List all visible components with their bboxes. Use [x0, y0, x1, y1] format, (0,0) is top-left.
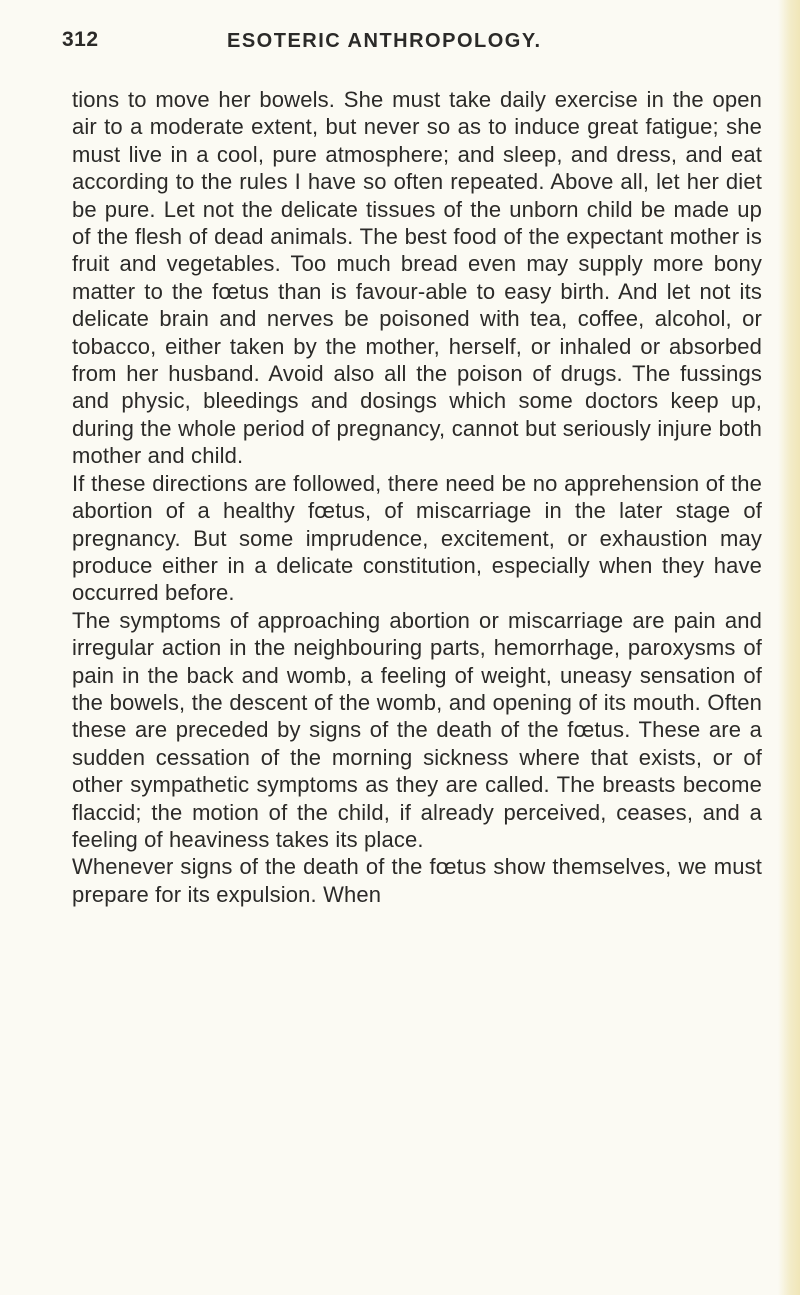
paragraph: Whenever signs of the death of the fœtus show themselves, we must prepare for its expulsion. When: [72, 854, 762, 907]
paragraph: tions to move her bowels. She must take daily exercise in the open air to a moderate extent, but never so as to induce great fatigue; she must live in a cool, pure atmosphere; and sleep, and dress, and eat according to the rules I have so often repeated. Above all, let her diet be pure. Let not the delicate tissues of the unborn child be made up of the flesh of dead animals. The best food of the expectant mother is fruit and vegetables. Too much bread even may supply more bony matter to the fœtus than is favour-able to easy birth. And let not its delicate brain and nerves be poisoned with tea, coffee, alcohol, or tobacco, either taken by the mother, herself, or inhaled or absorbed from her husband. Avoid also all the poison of drugs. The fussings and physic, bleedings and dosings which some doctors keep up, during the whole period of pregnancy, cannot but seriously injure both mother and child.: [72, 87, 762, 469]
paragraph: If these directions are followed, there need be no apprehension of the abortion of a healthy fœtus, of miscarriage in the later stage of pregnancy. But some imprudence, excitement, or exhaustion may produce either in a delicate constitution, especially when they have occurred before.: [72, 470, 762, 606]
body-text: [72, 86, 762, 908]
running-head: [62, 22, 762, 62]
page-edge-shading: [778, 0, 800, 1295]
running-title: ESOTERIC ANTHROPOLOGY.: [227, 30, 542, 52]
page-number: 312: [62, 28, 99, 51]
paragraph: The symptoms of approaching abortion or miscarriage are pain and irregular action in the neighbouring parts, hemorrhage, paroxysms of pain in the back and womb, a feeling of weight, uneasy sensation of the bowels, the descent of the womb, and opening of its mouth. Often these are preceded by signs of the death of the fœtus. These are a sudden cessation of the morning sickness where that exists, or of other sympathetic symptoms as they are called. The breasts become flaccid; the motion of the child, if already perceived, ceases, and a feeling of heaviness takes its place.: [72, 607, 762, 852]
book-page: [62, 22, 762, 908]
